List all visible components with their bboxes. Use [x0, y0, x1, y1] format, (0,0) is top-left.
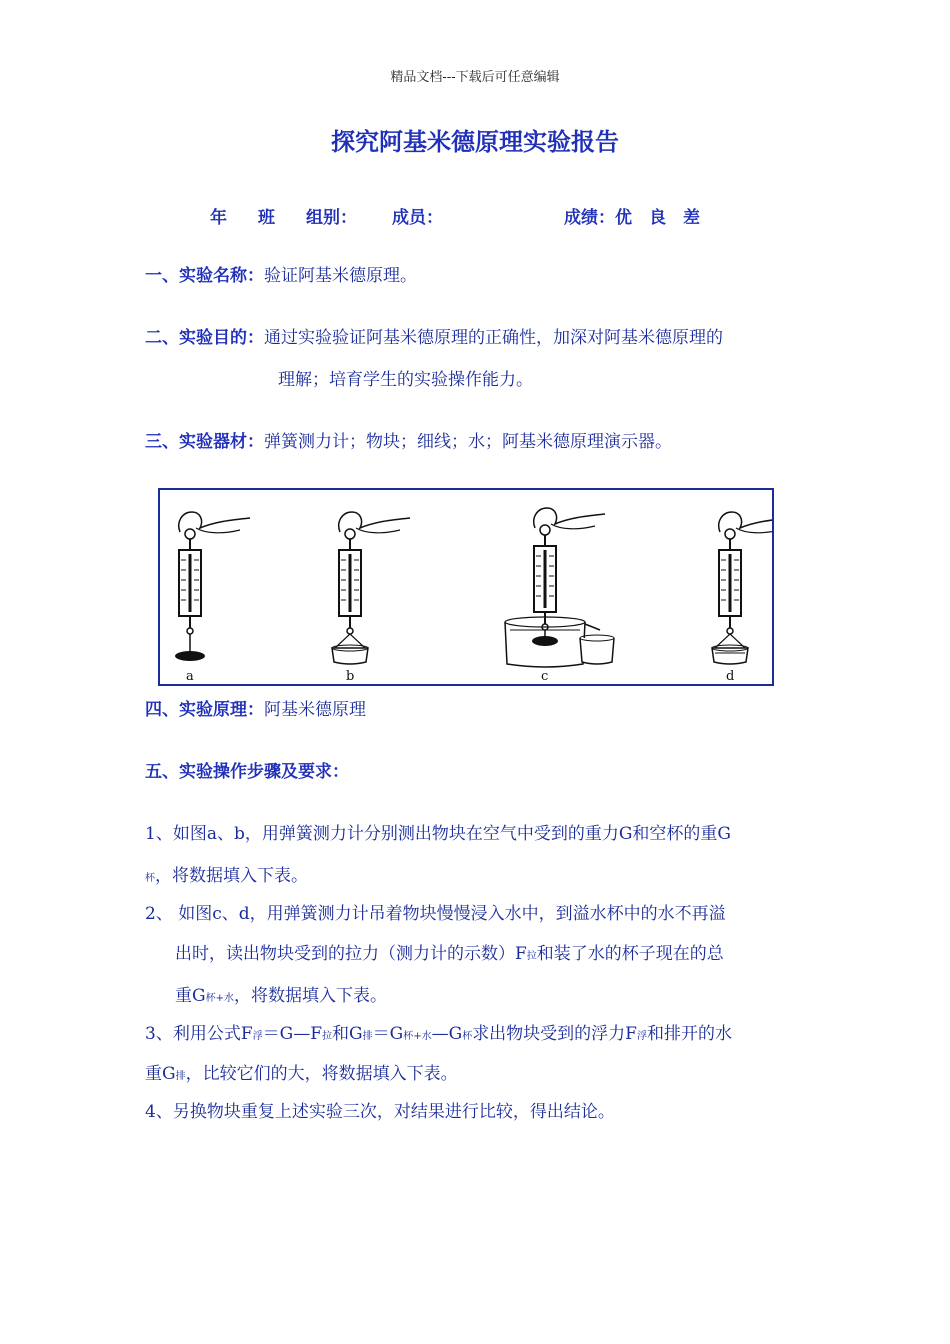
figure-label-c: c [541, 669, 549, 684]
subscript: 排 [175, 1071, 186, 1082]
subscript: 浮 [252, 1031, 263, 1042]
step-text: 重G [145, 1064, 176, 1084]
step-2-line1: 2、 如图c、d，用弹簧测力计吊着物块慢慢浸入水中，到溢水杯中的水不再溢 [145, 904, 726, 924]
step-text: 和G [332, 1024, 363, 1044]
step-3-line2 [145, 1062, 458, 1089]
step-text: ＝G [372, 1024, 404, 1044]
step-text: ，将数据填入下表。 [233, 986, 387, 1006]
meta-grade: 年 [210, 208, 227, 228]
section-principle [145, 698, 366, 722]
section-text: 验证阿基米德原理。 [264, 266, 417, 286]
section-label: 五、实验操作步骤及要求： [145, 762, 349, 782]
step-2-line2 [175, 942, 724, 969]
step-text: 和排开的水 [646, 1024, 732, 1044]
section-label: 四、实验原理： [145, 700, 264, 720]
figure-label-d: d [726, 669, 735, 684]
meta-members: 成员： [392, 208, 443, 228]
step-text: ＝G—F [262, 1024, 323, 1044]
page-title: 探究阿基米德原理实验报告 [331, 128, 619, 156]
step-text: 3、利用公式F [145, 1024, 253, 1044]
step-text: ，比较它们的大，将数据填入下表。 [185, 1064, 458, 1084]
section-text: 通过实验验证阿基米德原理的正确性，加深对阿基米德原理的 [264, 328, 723, 348]
steps-heading [145, 760, 349, 784]
section-label: 二、实验目的： [145, 328, 264, 348]
subscript: 排 [362, 1031, 373, 1042]
section-purpose [145, 326, 723, 350]
meta-score: 成绩：优 良 差 [564, 208, 700, 228]
step-text: 出时，读出物块受到的拉力（测力计的示数）F [175, 944, 527, 964]
meta-class: 班 [258, 208, 275, 228]
step-4: 4、另换物块重复上述实验三次，对结果进行比较，得出结论。 [145, 1102, 615, 1122]
section-text: 阿基米德原理 [264, 700, 366, 720]
subscript: 拉 [322, 1031, 333, 1042]
step-1-line1: 1、如图a、b，用弹簧测力计分别测出物块在空气中受到的重力G和空杯的重G [145, 824, 731, 844]
section-name [145, 264, 417, 288]
step-text: 重G [175, 986, 206, 1006]
step-text: 求出物块受到的浮力F [472, 1024, 637, 1044]
section-equipment [145, 430, 672, 454]
subscript: 杯 [145, 873, 155, 884]
figure-label-a: a [186, 669, 194, 684]
step-1-line2 [145, 864, 308, 891]
subscript: 杯+水 [403, 1031, 432, 1042]
step-text: —G [431, 1024, 463, 1044]
step-text: ，将数据填入下表。 [155, 866, 308, 886]
subscript: 杯+水 [205, 993, 234, 1004]
section-text: 弹簧测力计；物块；细线；水；阿基米德原理演示器。 [264, 432, 672, 452]
subscript: 拉 [526, 951, 537, 962]
figure-label-b: b [346, 669, 355, 684]
subscript: 浮 [636, 1031, 647, 1042]
step-2-line3 [175, 984, 387, 1011]
section-purpose-line2: 理解；培育学生的实验操作能力。 [278, 370, 533, 390]
watermark: 精品文档---下载后可任意编辑 [390, 70, 560, 85]
experiment-illustration [160, 490, 772, 684]
section-label: 三、实验器材： [145, 432, 264, 452]
subscript: 杯 [462, 1031, 473, 1042]
meta-group: 组别： [306, 208, 357, 228]
step-text: 和装了水的杯子现在的总 [536, 944, 724, 964]
experiment-figure [158, 488, 774, 686]
step-3-line1 [145, 1022, 732, 1049]
section-label: 一、实验名称： [145, 266, 264, 286]
